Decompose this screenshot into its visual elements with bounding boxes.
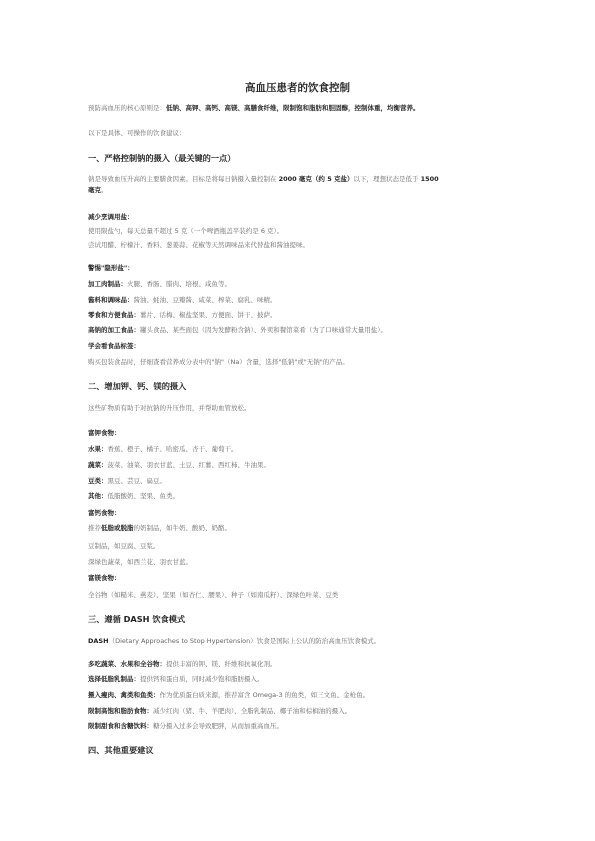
para-bold: 毫克 — [88, 186, 101, 194]
item-text: 提供丰富的钾、镁、纤维和抗氧化剂。 — [166, 660, 277, 668]
item-label: 高钠的加工食品： — [88, 326, 140, 334]
section-1-heading: 一、严格控制钠的摄入（最关键的一点） — [88, 153, 236, 163]
magnesium-text: 全谷物（如糙米、燕麦）、坚果（如杏仁、腰果）、种子（如南瓜籽）、深绿色叶菜、豆类 — [88, 591, 339, 599]
item-text: 糖分摄入过多会导致肥胖，从而加重高血压。 — [153, 722, 283, 730]
subheading-calcium: 富钙食物： — [88, 509, 121, 517]
subheading-labels: 学会看食品标签： — [88, 342, 140, 350]
section-3-paragraph — [88, 637, 518, 646]
para-bold: 2000 毫克（约 5 克盐） — [278, 175, 354, 183]
item-bold: 低脂或脱脂 — [101, 524, 134, 532]
section-4-heading: 四、其他重要建议 — [88, 745, 154, 755]
list-item — [88, 722, 518, 731]
calcium-line-1 — [88, 524, 518, 533]
calcium-line-2: 豆制品，如豆腐、豆浆。 — [88, 542, 160, 550]
section-3-heading: 三、遵循 DASH 饮食模式 — [88, 614, 186, 624]
list-item — [88, 296, 518, 305]
intro-bold: 低钠、高钾、高钙、高镁、高膳食纤维，限制饱和脂肪和胆固醇，控制体重，均衡营养。 — [166, 104, 420, 112]
item-text: 的奶制品，如牛奶、酸奶、奶酪。 — [133, 524, 231, 532]
item-text: 菠菜、油菜、羽衣甘蓝、土豆、红薯、西红柿、牛油果。 — [107, 461, 270, 469]
item-text: 作为优质蛋白质来源，推荐富含 Omega-3 的鱼类，如三文鱼、金枪鱼。 — [159, 691, 370, 699]
reduce-salt-line-1: 使用限盐勺，每天总量不超过 5 克（一个啤酒瓶盖平装约是 6 克）。 — [88, 227, 284, 235]
item-text: 火腿、香肠、腊肉、培根、咸鱼等。 — [127, 280, 231, 288]
list-item — [88, 280, 518, 289]
section-2-heading: 二、增加钾、钙、镁的摄入 — [88, 381, 187, 391]
subheading-magnesium: 富镁食物： — [88, 574, 121, 582]
item-text: 香蕉、橙子、橘子、哈密瓜、杏干、葡萄干。 — [107, 445, 238, 453]
para-text: （Dietary Approaches to Stop Hypertension）饮食是国际上公认的防治高血压饮食模式。 — [108, 637, 381, 645]
list-item — [88, 311, 518, 320]
item-label: 酱料和调味品： — [88, 296, 134, 304]
list-item — [88, 675, 518, 684]
page-title: 高血压患者的饮食控制 — [245, 82, 350, 94]
subheading-hidden-salt: 警惕"隐形盐"： — [88, 264, 134, 272]
list-item — [88, 492, 518, 501]
subheading-potassium: 富钾食物： — [88, 429, 121, 437]
item-label: 水果： — [88, 445, 108, 453]
item-label: 摄入瘦肉、禽类和鱼类： — [88, 691, 160, 699]
para-bold: 1500 — [420, 175, 439, 183]
para-text: 钠是导致血压升高的主要膳食因素。目标是将每日钠摄入量控制在 — [88, 175, 279, 183]
item-text: 低脂酸奶、坚果、鱼类。 — [107, 492, 179, 500]
intro-paragraph-2: 以下是具体、可操作的饮食建议： — [88, 129, 186, 137]
para-text: 。 — [101, 186, 108, 194]
subheading-reduce-salt: 减少烹调用盐： — [88, 213, 134, 221]
para-text: 以下，理想状态是低于 — [353, 175, 421, 183]
item-label: 其他： — [88, 492, 108, 500]
item-text: 提供钙和蛋白质，同时减少饱和脂肪摄入。 — [140, 675, 264, 683]
list-item — [88, 477, 518, 486]
item-text: 薯片、话梅、椒盐坚果、方便面、饼干、披萨。 — [140, 311, 277, 319]
list-item — [88, 461, 518, 470]
item-label: 选择低脂乳制品： — [88, 675, 140, 683]
item-text: 黑豆、芸豆、扁豆。 — [107, 477, 166, 485]
item-label: 限制高饱和脂肪食物： — [88, 707, 153, 715]
item-text: 减少红肉（猪、牛、羊肥肉）、全脂乳制品、椰子油和棕榈油的摄入。 — [153, 707, 352, 715]
para-bold: DASH — [88, 637, 109, 645]
item-label: 多吃蔬菜、水果和全谷物： — [88, 660, 166, 668]
intro-paragraph — [88, 104, 518, 113]
item-label: 豆类： — [88, 477, 108, 485]
item-text: 酱油、蚝油、豆瓣酱、咸菜、榨菜、腐乳、味精。 — [133, 296, 277, 304]
item-label: 限制甜食和含糖饮料： — [88, 722, 153, 730]
list-item — [88, 445, 518, 454]
intro-prefix: 预防高血压的核心原则是： — [88, 104, 166, 112]
item-label: 零食和方便食品： — [88, 311, 140, 319]
list-item — [88, 660, 518, 669]
calcium-line-3: 深绿色蔬菜，如西兰花、羽衣甘蓝。 — [88, 558, 192, 566]
list-item — [88, 691, 518, 700]
section-1-paragraph — [88, 174, 508, 196]
item-text: 推荐 — [88, 524, 101, 532]
section-2-paragraph: 这些矿物质有助于对抗钠的升压作用，并帮助血管放松。 — [88, 404, 251, 412]
item-text: 罐头食品、某些面包（因为发酵粉含钠）、外卖和餐馆菜肴（为了口味通常大量用盐）。 — [140, 326, 387, 334]
item-label: 加工肉制品： — [88, 280, 127, 288]
list-item — [88, 326, 518, 335]
item-label: 蔬菜： — [88, 461, 108, 469]
reduce-salt-line-2: 尝试用醋、柠檬汁、香料、葱姜蒜、花椒等天然调味品来代替盐和酱油提味。 — [88, 241, 309, 249]
labels-text: 购买包装食品时，仔细查看营养成分表中的"钠"（Na）含量，选择"低钠"或"无钠"的产品。 — [88, 358, 349, 366]
list-item — [88, 707, 518, 716]
